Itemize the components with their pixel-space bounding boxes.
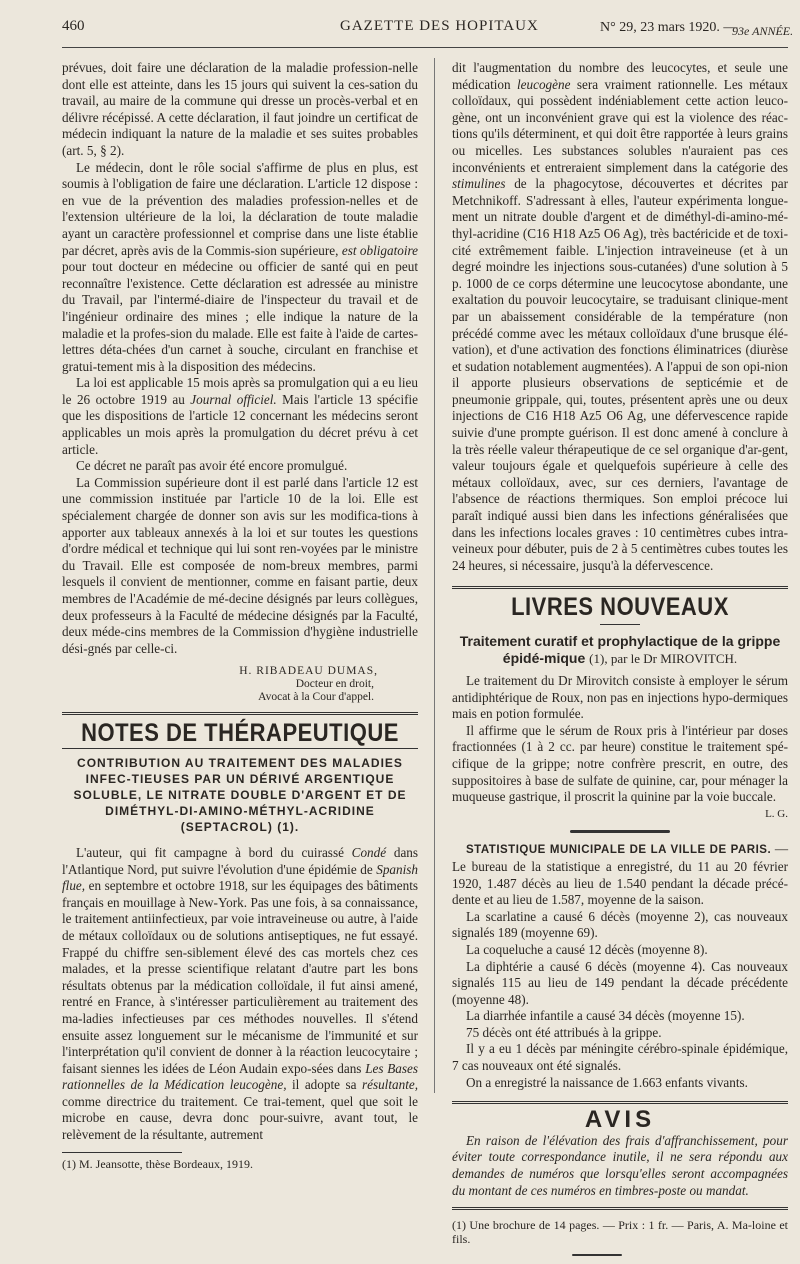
left-column xyxy=(62,60,418,1171)
author-position: Avocat à la Cour d'appel. xyxy=(258,691,374,704)
title-rule xyxy=(600,624,640,625)
paragraph: La diarrhée infantile a causé 34 décès (moyenne 15). xyxy=(466,1008,745,1024)
footnote-rule xyxy=(62,1152,182,1153)
paragraph: Il affirme que le sérum de Roux pris à l'intérieur par doses fractionnées (1 à 2 cc. par heure) constitue le traitement spé-cifique de la grippe; notre confrère prescrit, en outre, des suppositoires à base de sulfate de quinine, car, pour ménager la muqueuse gastrique, il proscrit la quinine par la voie buccale. xyxy=(452,722,788,805)
paragraph: La Commission supérieure dont il est parlé dans l'article 12 est une commission instituée par l'article 10 de la loi. Elle est spécialement chargée de donner son avis sur les modifica-tions à apporter aux tableaux annexés à la loi et sur toutes les questions d'ordre médical et technique qui lui sont ren-voyées par le ministre du Travail. Elle est composée de nom-breux membres, parmi lesquels il convient de mentionner, comme en faisant partie, deux membres de l'Académie de mé-decine désignés par leurs collègues, deux professeurs à la Faculté de médecine désignés par la Faculté, deux méde-cins membres de la Commission d'hygiène industrielle dési-gnés par celle-ci. xyxy=(62,474,418,656)
reviewer-initials: L. G. xyxy=(765,807,788,820)
column-separator xyxy=(434,58,435,1093)
author-title: Docteur en droit, xyxy=(295,678,374,691)
paragraph: Le médecin, dont le rôle social s'affirme de plus en plus, est soumis à l'obligation de faire une déclaration. L'article 12 dispose : en vue de la prévention des maladies profession-nelles et de l'extension ultérieure de la loi, la déclaration de toute maladie ayant un caractère professionnel et comprise dans une liste établie par décret, après avis de la Commis-sion supérieure, est obligatoire pour tout docteur en médecine ou officier de santé qui en peut reconnaître l'existence. Cette déclaration est adressée au ministre du Travail, par l'intermé-diaire de l'inspecteur du travail et de l'ingénieur ordinaire des mines ; elle indique la nature de la maladie et la profes-sion du malade. Elle est faite à l'aide de cartes-lettres déta-chées d'un carnet à souche, circulant en franchise et gratui-tement mis à la disposition des médecins. xyxy=(62,159,419,374)
footnote: (1) Une brochure de 14 pages. — Prix : 1 fr. — Paris, A. Ma-loine et fils. xyxy=(452,1218,788,1247)
header-rule xyxy=(62,47,788,48)
paragraph: STATISTIQUE MUNICIPALE DE LA VILLE DE PARIS. — Le bureau de la statistique a enregistré, du 11 au 20 février 1920, 1.487 décès au lieu de 1.540 pendant la décade précé-dente et au lieu de 1.587, moyenne de la saison. xyxy=(452,841,788,908)
paragraph: La diphtérie a causé 6 décès (moyenne 4). Cas nouveaux signalés 115 au lieu de 149 pendant la décade précédente (moyenne 48). xyxy=(452,958,788,1007)
decorative-divider xyxy=(570,830,670,833)
right-column xyxy=(452,60,788,1264)
paragraph: La scarlatine a causé 6 décès (moyenne 2), cas nouveaux signalés 189 (moyenne 69). xyxy=(452,908,788,941)
section-title: NOTES DE THÉRAPEUTIQUE xyxy=(81,718,399,748)
paragraph: Il y a eu 1 décès par méningite cérébro-spinale épidémique, 7 cas nouveaux ont été signalés. xyxy=(452,1041,788,1074)
signature-block xyxy=(62,665,418,704)
decorative-divider xyxy=(572,1254,622,1256)
section-divider xyxy=(452,1101,788,1104)
book-title: Traitement curatif et prophylactique de la grippe épidé-mique (1), par le Dr MIROVITCH. xyxy=(459,633,781,666)
paragraph: L'auteur, qui fit campagne à bord du cuirassé Condé dans l'Atlantique Nord, put suivre l'évolution d'une épidémie de Spanish flue, en septembre et octobre 1918, sur les équipages des bâtiments français en mouillage à New-York. Pas une fois, à sa connaissance, le traitement antiinfectieux, par voie intraveineuse ou autre, à l'aide de métaux colloïdaux ou de solutions antiseptiques, ne fut essayé. Frappé du chiffre sen-siblement élevé des cas mortels chez ces malades, et la presse scientifique relatant d'autre part les bons résultats obtenus par la médication colloïdale, il fut ainsi amené, rentré en France, à s'intéresser particulièrement au traitement des ma-ladies infectieuses par ces méthodes nouvelles. Il s'étend ensuite assez longuement sur le mécanisme de l'immunité et sur l'interprétation qu'il convient de donner à la réaction leucocytaire ; faisant siennes les idées de Léon Audain expo-sées dans Les Bases rationnelles de la Médication leucogène, il adopte sa résultante, comme directrice du traitement. Ce trai-tement, quel que soit le microbe en cause, devra donc pour-suivre, avant tout, le relèvement de la résultante, autrement xyxy=(62,844,419,1143)
page-number: 460 xyxy=(62,18,85,34)
notice-title: AVIS xyxy=(584,1106,656,1134)
page-header xyxy=(0,14,800,44)
paragraph: La loi est applicable 15 mois après sa promulgation qui a eu lieu le 26 octobre 1919 au Journal officiel. Mais l'article 13 spécifie que les dispositions de l'article 12 concernant les médecins seront applicables un mois après la promulgation du décret prévu à cet article. xyxy=(62,375,419,457)
section-title: LIVRES NOUVEAUX xyxy=(511,592,729,622)
section-divider xyxy=(62,712,418,715)
title-rule xyxy=(62,748,418,749)
footnote: (1) M. Jeansotte, thèse Bordeaux, 1919. xyxy=(62,1156,253,1171)
notice-text: En raison de l'élévation des frais d'affranchissement, pour éviter toute correspondance inutile, il ne sera répondu aux demandes de numéros que lorsqu'elles seront accompagnées du montant de ces numéros en timbres-poste ou mandat. xyxy=(452,1132,788,1198)
paragraph: Ce décret ne paraît pas avoir été encore promulgué. xyxy=(76,458,348,474)
year-info: 93e ANNÉE. xyxy=(732,24,794,38)
section-divider xyxy=(452,1207,788,1210)
paragraph: On a enregistré la naissance de 1.663 enfants vivants. xyxy=(466,1074,748,1090)
paragraph: Le traitement du Dr Mirovitch consiste à employer le sérum antidiphtérique de Roux, non pas en injections hypo-dermiques mais en potion formulée. xyxy=(452,673,788,722)
journal-title: GAZETTE DES HOPITAUX xyxy=(340,18,539,34)
paragraph: dit l'augmentation du nombre des leucocytes, et seule une médication leucogène sera vraiment rationnelle. Les métaux colloïdaux, qui possèdent indéniablement cette action leuco-gène, ont un inconvénient grave qui est la violence des réac-tions qu'ils déterminent, et qui doit être rapportée à leurs grains ou micelles. Les substances solubles n'auraient pas ces inconvénients et entreraient simplement dans la catégorie des stimulines de la phagocytose, découvertes et décrites par Metchnikoff. S'adressant à elles, l'auteur expérimenta longue-ment un nitrate double d'argent et de diméthyl-di-amino-mé-thyl-acridine (C16 H18 Az5 O6 Ag), très bactéricide et de toxi-cité extrêmement faible. L'injection intraveineuse (et à un degré moindre les injections sous-cutanées) d'une solution à 5 p. 1000 de ce corps détermine une leucocytose abondante, une exaltation du pouvoir leucocytaire, se traduisant clinique-ment par un abaissement considérable de la température (non précédé comme avec les métaux colloïdaux d'une brusque élé-vation), et d'une activation des fonctions éliminatrices (diurèse et sudation notablement augmentées). A l'appui de son opi-nion il apporte plusieurs observations de septicémie et de pneumonie grippale, qui, toutes, présentent après une ou deux injections de C16 H18 Az5 O6 Ag, une défervescence rapide suivie d'une prompte guérison. Il est donc amené à conclure à la très réelle valeur thérapeutique de ce sel organique d'ar-gent, valeur toujours égale et quelquefois supérieure à celle des métaux colloïdaux, avec, sur ces derniers, l'avantage de l'absence de réactions thermiques. Son emploi précoce lui paraît indiqué aussi bien dans les infections généralisées que dans les infections locales graves : 10 centimètres cubes intra-veineux pour débuter, puis de 2 à 5 centimètres cubes toutes les 24 heures, si nécessaire, jusqu'à la défervescence. xyxy=(452,60,789,573)
paragraph: prévues, doit faire une déclaration de la maladie profession-nelle dont elle est atteinte, dans les 15 jours qui suivent la ces-sation du travail, au maire de la commune qui dresse un procès-verbal et en délivre récépissé. A cette déclaration, il faut joindre un certificat de médecin indiquant la nature de la maladie et ses suites probables (art. 5, § 2). xyxy=(62,60,418,158)
article-title: CONTRIBUTION AU TRAITEMENT DES MALADIES INFEC-TIEUSES PAR UN DÉRIVÉ ARGENTIQUE SOLUBLE, LE NITRATE DOUBLE D'ARGENT ET DE DIMÉTHYL-DI-AMINO-MÉTHYL-ACRIDINE (SEPTACROL) (1). xyxy=(73,755,407,834)
section-divider xyxy=(452,586,788,589)
paragraph: 75 décès ont été attribués à la grippe. xyxy=(466,1024,662,1040)
paragraph: La coqueluche a causé 12 décès (moyenne 8). xyxy=(466,941,708,957)
issue-info: N° 29, 23 mars 1920. — xyxy=(600,20,738,35)
author-name: H. RIBADEAU DUMAS, xyxy=(239,665,378,678)
